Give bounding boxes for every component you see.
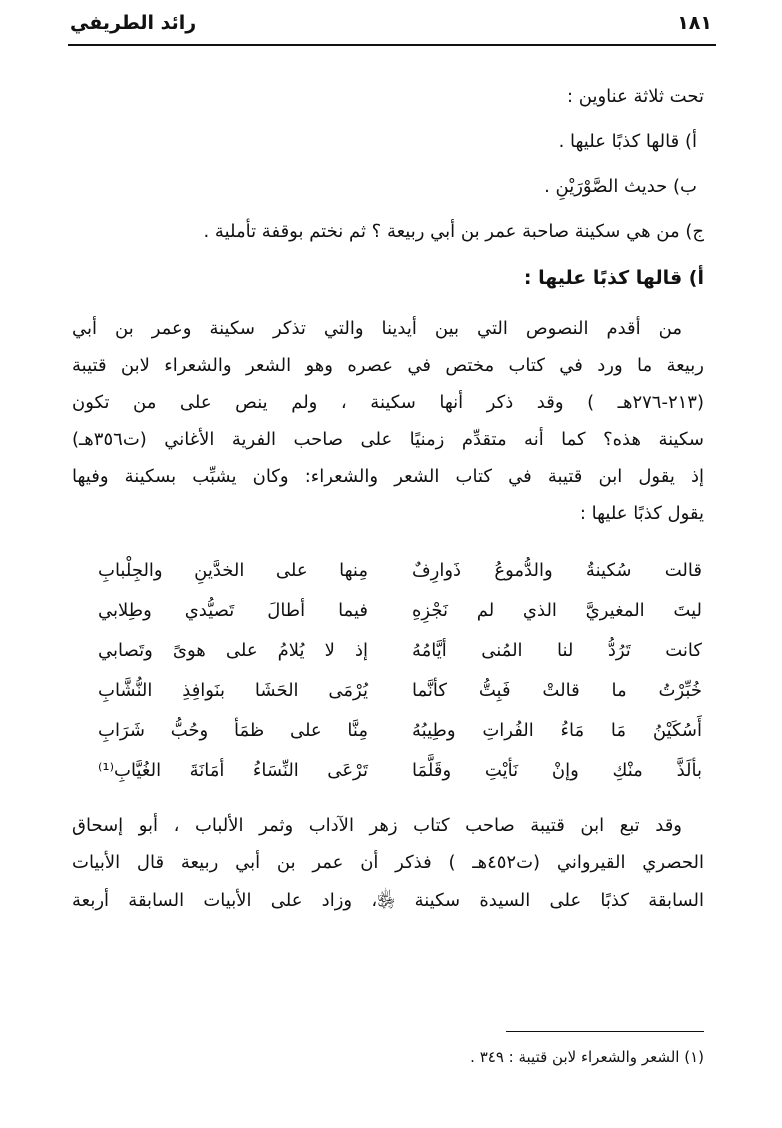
verse-first-hemistich: خُبِّرْتُ ما قالتْ فَبِتُّ كأنَّما — [412, 680, 702, 701]
verse-second-hemistich: مِنها على الخدَّينِ والجِلْبابِ — [98, 560, 368, 581]
running-header-author: رائد الطريفي — [70, 12, 197, 34]
paragraph-line: من أقدم النصوص التي بين أيدينا والتي تذكر سكينة وعمر بن أبي — [72, 318, 682, 339]
section-heading: أ) قالها كذبًا عليها : — [523, 267, 704, 289]
outline-item: ج) من هي سكينة صاحبة عمر بن أبي ربيعة ؟ ثم نختم بوقفة تأملية . — [203, 221, 704, 242]
outline-item: ب) حديث الصَّوْرَيْنِ . — [544, 176, 697, 197]
paragraph-line: ربيعة ما ورد في كتاب مختص في عصره وهو الشعر والشعراء لابن قتيبة — [72, 355, 704, 376]
verse-second-hemistich: يُرْمَى الحَشَا بنَوافِذِ النُّشَّابِ — [98, 680, 368, 701]
outline-item: أ) قالها كذبًا عليها . — [558, 131, 697, 152]
paragraph-line: وقد تبع ابن قتيبة صاحب كتاب زهر الآداب وثمر الألباب ، أبو إسحاق — [72, 815, 682, 836]
verse-second-hemistich: إذ لا يُلامُ على هوىً وتَصابي — [98, 640, 368, 661]
paragraph-line: السابقة كذبًا على السيدة سكينة ﵂، وزاد على الأبيات السابقة أربعة — [72, 890, 704, 911]
paragraph-line: (٢١٣-٢٧٦هـ ) وقد ذكر أنها سكينة ، ولم ينص على من تكون — [72, 392, 704, 413]
verse-first-hemistich: قالت سُكينةُ والدُّموعُ ذَوارِفٌ — [412, 560, 702, 581]
paragraph-line: يقول كذبًا عليها : — [579, 503, 704, 524]
verse-first-hemistich: أَسُكَيْنُ مَا مَاءُ الفُراتِ وطِيبُهُ — [412, 720, 702, 741]
intro-line: تحت ثلاثة عناوين : — [566, 86, 704, 107]
paragraph-line: الحصري القيرواني (ت٤٥٢هـ ) فذكر أن عمر بن أبي ربيعة قال الأبيات — [72, 852, 704, 873]
verse-second-hemistich: فيما أطالَ تَصيُّدي وطِلابي — [98, 600, 368, 621]
verse-second-hemistich: مِنَّا على ظمَأ وحُبُّ شَرَابِ — [98, 720, 368, 741]
header-rule — [68, 44, 716, 46]
footnote: (١) الشعر والشعراء لابن قتيبة : ٣٤٩ . — [470, 1048, 704, 1066]
verse-second-hemistich: تَرْعَى النِّسَاءُ أمَانَةَ الغُيَّابِ⁽¹⁾ — [98, 760, 368, 781]
footnote-rule — [506, 1031, 704, 1032]
verse-first-hemistich: كانت تَرُدُّ لنا المُنى أيَّامُهُ — [412, 640, 702, 661]
paragraph-line: سكينة هذه؟ كما أنه متقدِّم زمنيًا على صاحب الفرية الأغاني (ت٣٥٦هـ) — [72, 429, 704, 450]
verse-first-hemistich: ليتَ المغيريَّ الذي لم نَجْزِهِ — [412, 600, 702, 621]
verse-first-hemistich: بألَذَّ منْكِ وإنْ نَأيْتِ وقَلَّمَا — [412, 760, 702, 781]
paragraph-line: إذ يقول ابن قتيبة في كتاب الشعر والشعراء: وكان يشبِّب بسكينة وفيها — [72, 466, 704, 487]
page-number: ١٨١ — [677, 12, 712, 34]
